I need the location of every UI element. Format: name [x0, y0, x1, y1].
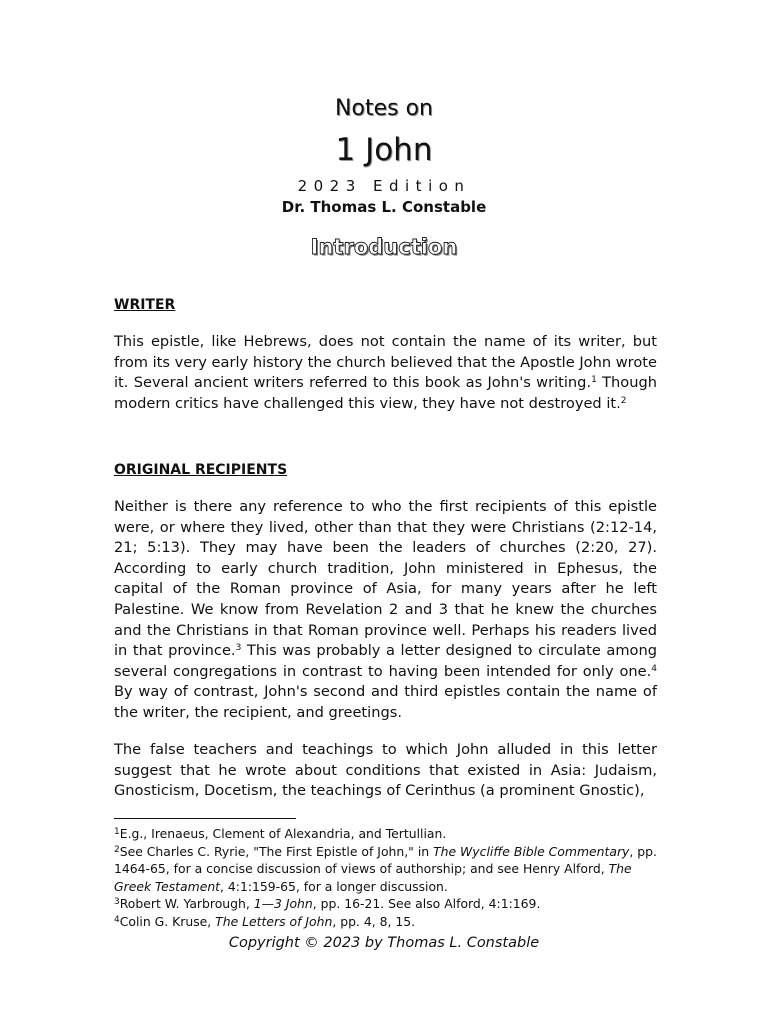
footnote-text: E.g., Irenaeus, Clement of Alexandria, and Tertullian.: [119, 826, 447, 841]
author-name: Dr. Thomas L. Constable: [281, 198, 487, 216]
paragraph-recipients: [114, 497, 657, 724]
book-title: 1 John: [335, 132, 433, 168]
footnote-1: [114, 825, 659, 843]
paragraph-text: Neither is there any reference to who the first recipients of this epistle were, or where they lived, other than that they were Christians (2:12-14, 21; 5:13). They may have been the leaders of churches (2:20, 27). According to early church tradition, John ministered in Ephesus, the capital of the Roman province of Asia, for many years after he left Palestine. We know from Revelation 2 and 3 that he knew the churches and the Christians in that Roman province well. Perhaps his readers lived in that province.: [114, 498, 657, 660]
footnote-number: 2: [114, 844, 120, 855]
footnote-title: The Wycliffe Bible Commentary: [433, 843, 630, 859]
footnote-title: The Greek Testament: [114, 861, 632, 894]
footnote-text: Robert W. Yarbrough,: [119, 896, 254, 911]
section-title-introduction: Introduction: [310, 235, 458, 259]
paragraph-text: This epistle, like Hebrews, does not contain the name of its writer, but from its very early history the church believed that the Apostle John wrote it. Several ancient writers referred to this book as John's writing.: [114, 333, 657, 392]
paragraph-text: Though modern critics have challenged this view, they have not destroyed it.: [114, 374, 658, 412]
footnote-divider: [114, 818, 296, 819]
footnote-text: Colin G. Kruse,: [119, 913, 216, 929]
paragraph-false-teachers: The false teachers and teachings to which John alluded in this letter suggest that he wrote about conditions that existed in Asia: Judaism, Gnosticism, Docetism, the teachings of Cerinthus (a prominent Gnostic),: [114, 741, 657, 800]
footnote-text: , 4:1:159-65, for a longer discussion.: [220, 878, 448, 894]
footnote-number: 1: [114, 827, 120, 837]
paragraph-writer: [114, 332, 657, 414]
footnote-4: [114, 913, 659, 931]
footnote-text: , pp. 4, 8, 15.: [332, 913, 416, 929]
heading-original-recipients: ORIGINAL RECIPIENTS: [114, 462, 288, 478]
footnote-text: , pp. 16-21. See also Alford, 4:1:169.: [312, 896, 541, 911]
footnote-2: [114, 843, 659, 896]
footnote-text: , pp. 1464-65, for a concise discussion of views of authorship; and see Henry Alford,: [114, 843, 657, 876]
footnote-ref-1[interactable]: 1: [591, 375, 597, 386]
footnote-text: See Charles C. Ryrie, "The First Epistle of John," in: [119, 843, 434, 859]
edition-label: 2023 Edition: [297, 177, 471, 195]
footnote-number: 3: [114, 897, 120, 907]
heading-writer: WRITER: [114, 297, 176, 313]
footnote-ref-3[interactable]: 3: [235, 643, 242, 654]
footnote-ref-4[interactable]: 4: [651, 663, 657, 674]
paragraph-text: This was probably a letter designed to circulate among several congregations in contrast to having been intended for only one.: [114, 642, 657, 680]
footnotes: [114, 825, 659, 930]
footnote-3: [114, 895, 659, 913]
footnote-number: 4: [114, 914, 120, 925]
footnote-title: 1—3 John: [253, 896, 313, 911]
paragraph-text: By way of contrast, John's second and third epistles contain the name of the writer, the recipient, and greetings.: [114, 683, 657, 721]
footnote-ref-2[interactable]: 2: [620, 395, 627, 406]
copyright-notice: Copyright © 2023 by Thomas L. Constable: [228, 935, 540, 951]
title-notes-on: Notes on: [335, 96, 433, 121]
footnote-title: The Letters of John: [215, 913, 333, 929]
